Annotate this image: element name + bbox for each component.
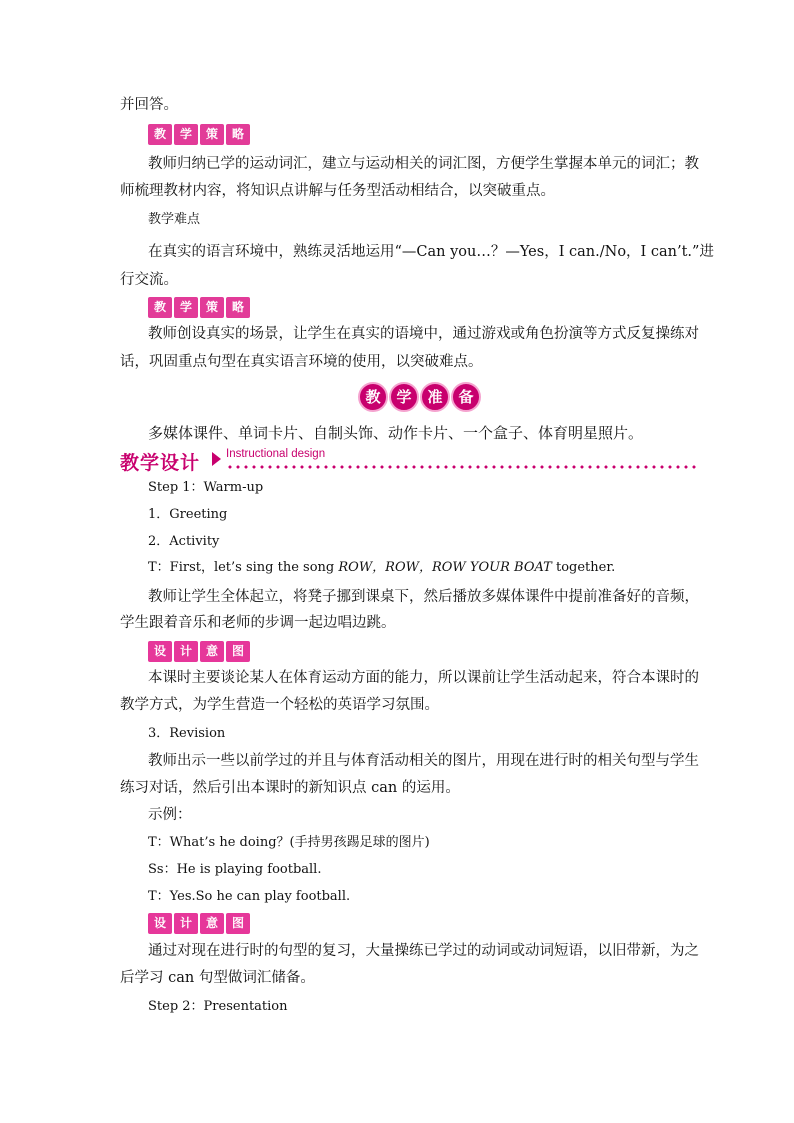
text-line: 后学习 can 句型做词汇储备。: [120, 970, 315, 986]
text-line: [148, 558, 708, 578]
text-line: 3．Revision: [148, 726, 226, 741]
text-line: 练习对话，然后引出本课时的新知识点 can 的运用。: [120, 780, 460, 796]
text-line: 师梳理教材内容，将知识点讲解与任务型活动相结合，以突破重点。: [120, 183, 555, 199]
text-segment: together.: [551, 560, 616, 575]
badge-char: 教: [148, 297, 172, 318]
design-intent-badge: [148, 913, 250, 934]
text-line: Ss：He is playing football.: [148, 862, 322, 877]
strategy-badge: [148, 297, 250, 318]
text-line: 多媒体课件、单词卡片、自制头饰、动作卡片、一个盒子、体育明星照片。: [148, 424, 644, 442]
text-line: 话，巩固重点句型在真实语言环境的使用，以突破难点。: [120, 354, 483, 370]
design-intent-badge: [148, 641, 250, 662]
text-line: Step 2：Presentation: [148, 999, 288, 1014]
text-line: 教学方式，为学生营造一个轻松的英语学习氛围。: [120, 697, 439, 713]
text-line: 通过对现在进行时的句型的复习，大量操练已学过的动词或动词短语，以旧带新，为之: [148, 943, 699, 959]
badge-char: 意: [200, 913, 224, 934]
text-line: Step 1：Warm-up: [148, 480, 264, 495]
badge-char: 设: [148, 641, 172, 662]
badge-char: 学: [174, 124, 198, 145]
dotted-rule: [226, 464, 696, 470]
badge-char: 策: [200, 297, 224, 318]
text-line: 2．Activity: [148, 534, 220, 549]
text-line: 1．Greeting: [148, 507, 228, 522]
badge-char: 图: [226, 641, 250, 662]
badge-char: 意: [200, 641, 224, 662]
section-title-en: Instructional design: [226, 448, 326, 460]
badge-char: 略: [226, 124, 250, 145]
text-line: 在真实的语言环境中，熟练灵活地运用“—Can you…？—Yes，I can./No，I can’t.”进: [148, 244, 714, 260]
song-title: ROW，ROW，ROW YOUR BOAT: [338, 560, 552, 575]
text-line: 行交流。: [120, 272, 178, 288]
badge-char: 策: [200, 124, 224, 145]
text-line: 并回答。: [120, 97, 178, 113]
badge-char: 计: [174, 913, 198, 934]
title-char: 备: [451, 382, 481, 412]
strategy-badge: [148, 124, 250, 145]
section-title-cn: 教学设计: [120, 452, 201, 474]
subheading-teaching-difficulty: 教学难点: [148, 212, 201, 227]
text-line: 示例：: [148, 807, 192, 823]
triangle-icon: [212, 452, 221, 466]
title-char: 学: [389, 382, 419, 412]
text-line: 学生跟着音乐和老师的步调一起边唱边跳。: [120, 615, 396, 631]
text-line: T：What’s he doing？(手持男孩踢足球的图片): [148, 835, 430, 850]
teaching-preparation-title: [358, 382, 481, 412]
badge-char: 图: [226, 913, 250, 934]
text-line: 教师归纳已学的运动词汇，建立与运动相关的词汇图，方便学生掌握本单元的词汇；教: [148, 156, 699, 172]
badge-char: 设: [148, 913, 172, 934]
text-line: 教师出示一些以前学过的并且与体育活动相关的图片，用现在进行时的相关句型与学生: [148, 753, 699, 769]
text-line: 教师创设真实的场景，让学生在真实的语境中，通过游戏或角色扮演等方式反复操练对: [148, 326, 699, 342]
text-segment: T：First，let’s sing the song: [148, 560, 339, 575]
section-heading-instructional-design: [120, 448, 690, 476]
text-line: 本课时主要谈论某人在体育运动方面的能力，所以课前让学生活动起来，符合本课时的: [148, 670, 699, 686]
text-line: 教师让学生全体起立，将凳子挪到课桌下，然后播放多媒体课件中提前准备好的音频，: [148, 589, 699, 605]
title-char: 教: [358, 382, 388, 412]
title-char: 准: [420, 382, 450, 412]
text-line: T：Yes.So he can play football.: [148, 889, 351, 904]
badge-char: 计: [174, 641, 198, 662]
badge-char: 教: [148, 124, 172, 145]
badge-char: 略: [226, 297, 250, 318]
badge-char: 学: [174, 297, 198, 318]
